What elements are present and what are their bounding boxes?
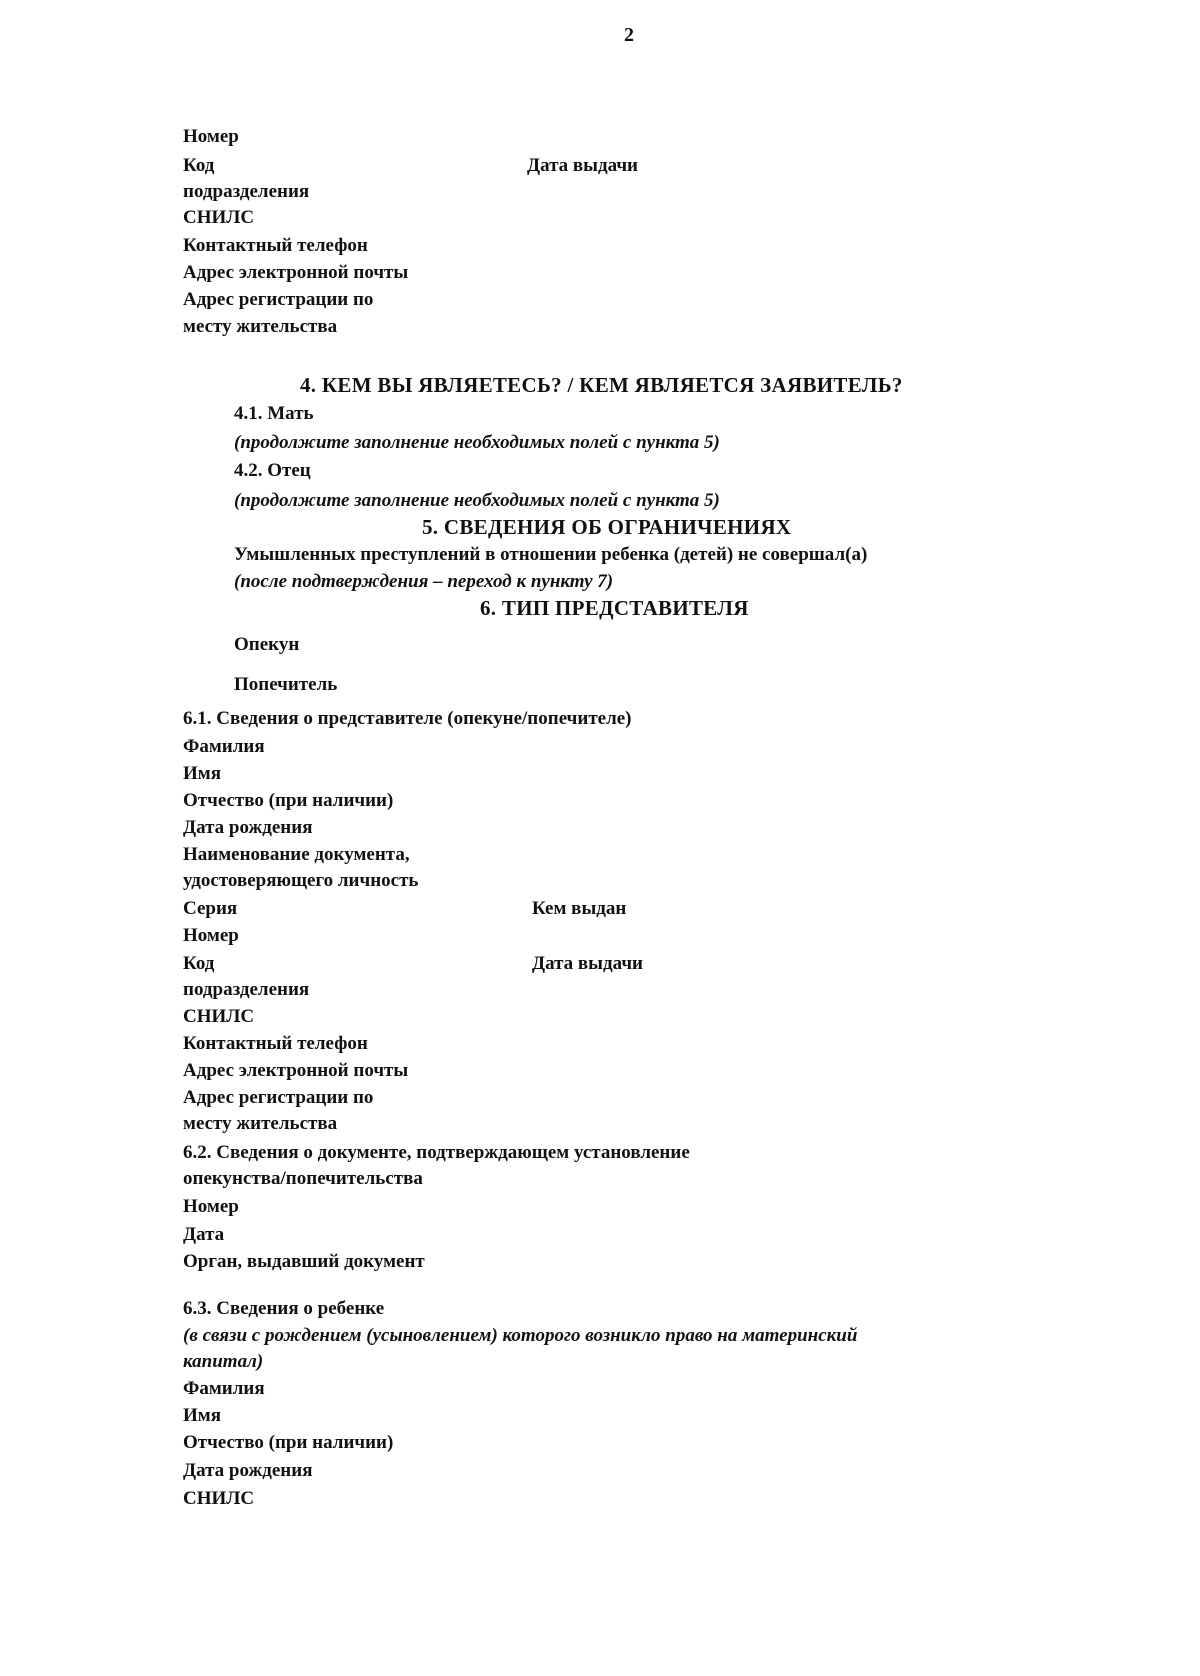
label-email: Адрес электронной почты: [183, 262, 409, 283]
section4-note-2: (продолжите заполнение необходимых полей с пункта 5): [234, 490, 720, 511]
s61-label-data-vydachi: Дата выдачи: [532, 953, 644, 974]
section6-3-note-line1: (в связи с рождением (усыновлением) которого возникло право на материнский: [183, 1325, 858, 1346]
s62-label-nomer: Номер: [183, 1196, 239, 1217]
label-nomer: Номер: [183, 126, 239, 147]
s62-label-data: Дата: [183, 1224, 225, 1245]
label-snils: СНИЛС: [183, 207, 255, 228]
label-adres-line2: месту жительства: [183, 316, 338, 337]
s61-label-doc-line1: Наименование документа,: [183, 844, 410, 865]
s61-label-adres-line1: Адрес регистрации по: [183, 1087, 374, 1108]
label-telefon: Контактный телефон: [183, 235, 368, 256]
s61-label-telefon: Контактный телефон: [183, 1033, 368, 1054]
label-data-vydachi: Дата выдачи: [527, 155, 639, 176]
s61-label-snils: СНИЛС: [183, 1006, 255, 1027]
section6-3-title: 6.3. Сведения о ребенке: [183, 1298, 385, 1319]
section4-note-1: (продолжите заполнение необходимых полей с пункта 5): [234, 432, 720, 453]
s61-label-doc-line2: удостоверяющего личность: [183, 870, 419, 891]
label-adres-line1: Адрес регистрации по: [183, 289, 374, 310]
section5-note: (после подтверждения – переход к пункту 7): [234, 571, 614, 592]
s61-label-seriya: Серия: [183, 898, 238, 919]
s61-label-data-rozhdeniya: Дата рождения: [183, 817, 313, 838]
section6-title: 6. ТИП ПРЕДСТАВИТЕЛЯ: [480, 596, 749, 620]
section6-option-popechitel: Попечитель: [234, 674, 338, 695]
section5-title: 5. СВЕДЕНИЯ ОБ ОГРАНИЧЕНИЯХ: [422, 515, 792, 539]
s63-label-snils: СНИЛС: [183, 1488, 255, 1509]
page-number: 2: [624, 24, 634, 46]
s63-label-imya: Имя: [183, 1405, 221, 1426]
section6-1-title: 6.1. Сведения о представителе (опекуне/попечителе): [183, 708, 632, 729]
s61-label-familiya: Фамилия: [183, 736, 265, 757]
section6-2-title-line1: 6.2. Сведения о документе, подтверждающем установление: [183, 1142, 690, 1163]
s61-label-podrazdeleniya: подразделения: [183, 979, 310, 1000]
s61-label-email: Адрес электронной почты: [183, 1060, 409, 1081]
section4-option-father: 4.2. Отец: [234, 460, 311, 481]
s62-label-organ: Орган, выдавший документ: [183, 1251, 425, 1272]
s61-label-adres-line2: месту жительства: [183, 1113, 338, 1134]
section6-option-opekun: Опекун: [234, 634, 300, 655]
s63-label-otchestvo: Отчество (при наличии): [183, 1432, 394, 1453]
section4-option-mother: 4.1. Мать: [234, 403, 314, 424]
s61-label-kod: Код: [183, 953, 215, 974]
s61-label-nomer: Номер: [183, 925, 239, 946]
s63-label-familiya: Фамилия: [183, 1378, 265, 1399]
section5-text: Умышленных преступлений в отношении ребенка (детей) не совершал(а): [234, 544, 868, 565]
label-kod: Код: [183, 155, 215, 176]
section4-title: 4. КЕМ ВЫ ЯВЛЯЕТЕСЬ? / КЕМ ЯВЛЯЕТСЯ ЗАЯВИТЕЛЬ?: [300, 373, 903, 397]
label-podrazdeleniya: подразделения: [183, 181, 310, 202]
section6-2-title-line2: опекунства/попечительства: [183, 1168, 423, 1189]
s61-label-kem-vydan: Кем выдан: [532, 898, 627, 919]
s61-label-imya: Имя: [183, 763, 221, 784]
section6-3-note-line2: капитал): [183, 1351, 264, 1372]
s61-label-otchestvo: Отчество (при наличии): [183, 790, 394, 811]
s63-label-data-rozhdeniya: Дата рождения: [183, 1460, 313, 1481]
